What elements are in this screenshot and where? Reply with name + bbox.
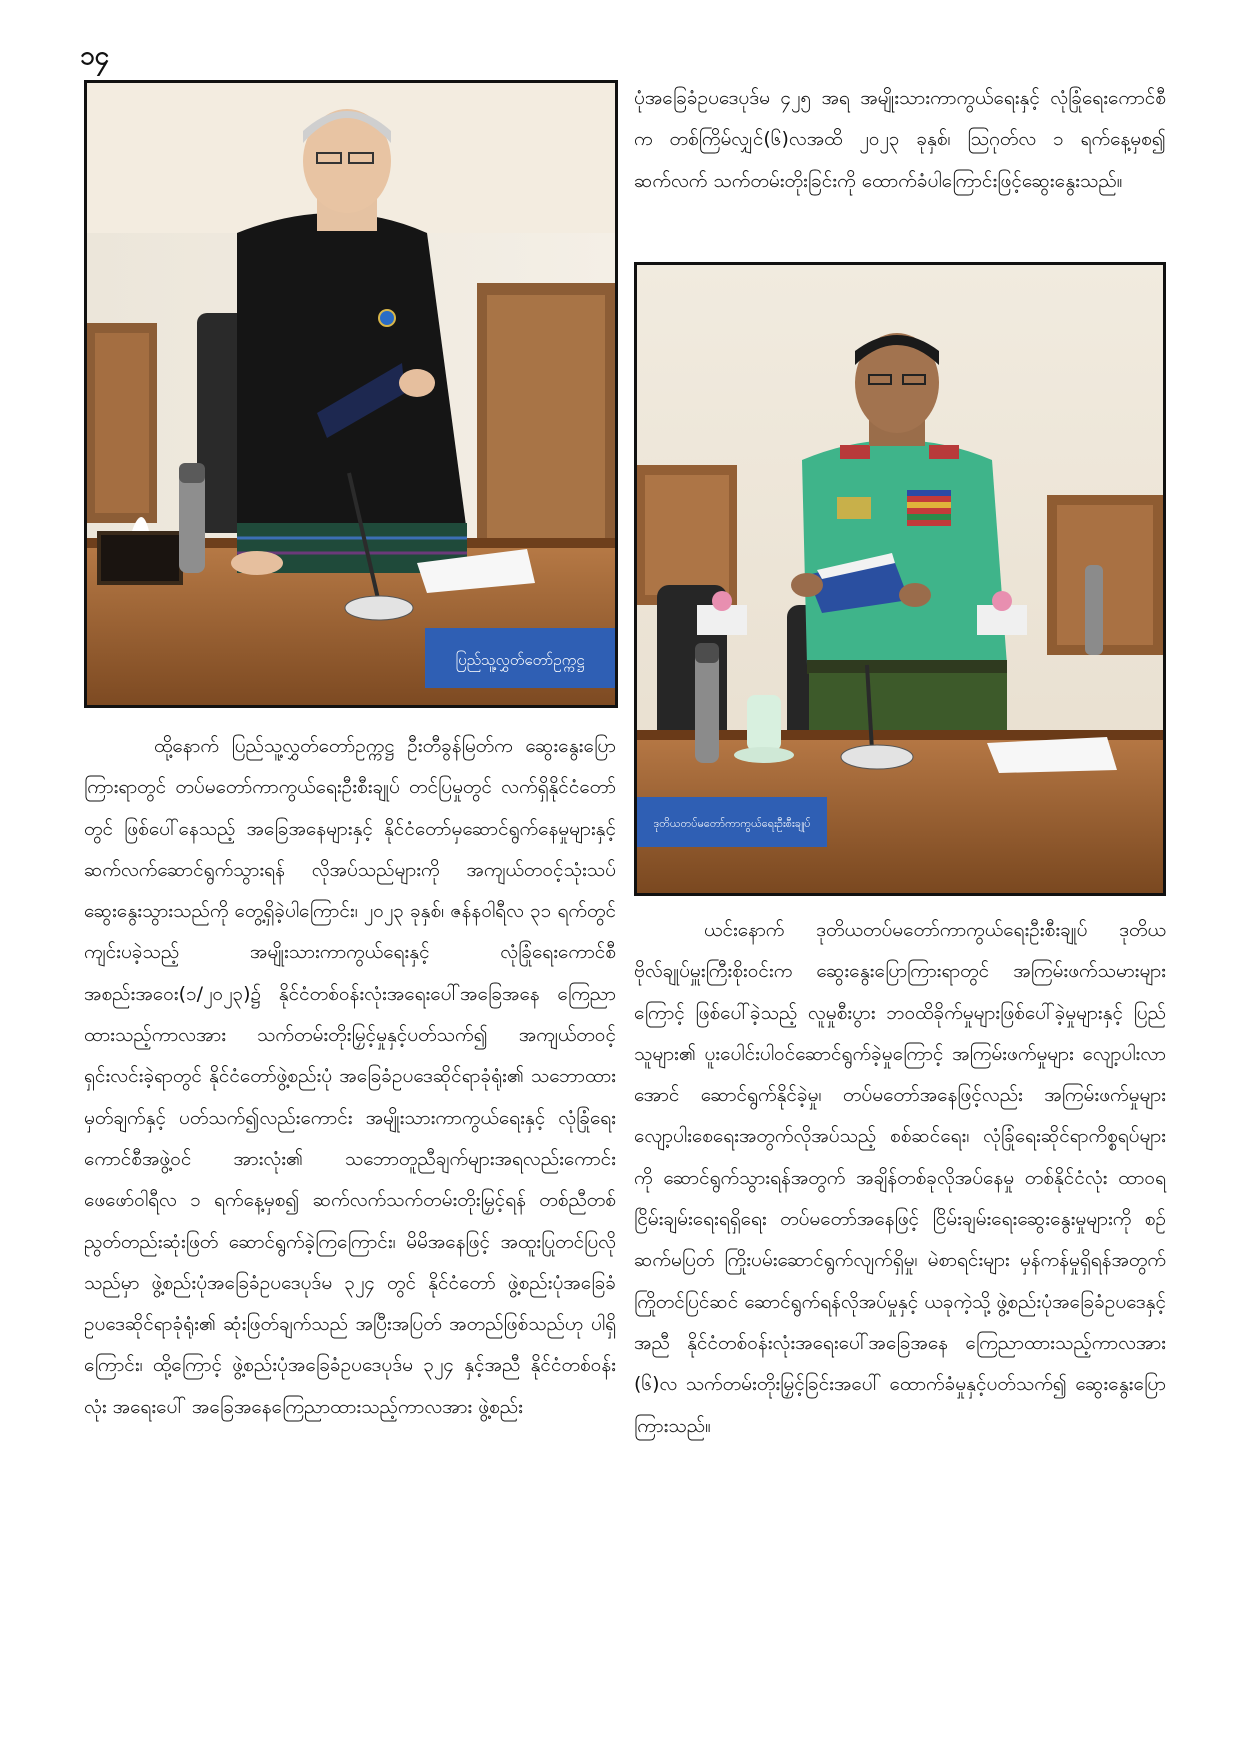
paragraph-left-main: ထို့နောက် ပြည်သူ့လွှတ်တော်ဥက္ကဋ္ဌ ဦးတီခွန်မြတ်က ဆွေးနွေးပြောကြားရာတွင် တပ်မတော်ကာကွယ်ရေးဦးစီးချုပ် တင်ပြမှုတွင် လက်ရှိနိုင်ငံတော်တွင် ဖြစ်ပေါ်နေသည့် အခြေအနေများနှင့် နိုင်ငံတော်မှဆောင်ရွက်နေမှုများနှင့် ဆက်လက်ဆောင်ရွက်သွားရန် လိုအပ်သည်များကို အကျယ်တဝင့်သုံးသပ်ဆွေးနွေးသွားသည်ကို တွေ့ရှိခဲ့ပါကြောင်း၊ ၂၀၂၃ ခုနှစ်၊ ဇန်နဝါရီလ ၃၁ ရက်တွင် ကျင်းပခဲ့သည့် အမျိုးသားကာကွယ်ရေးနှင့် လုံခြုံရေးကောင်စီ အစည်းအဝေး(၁/၂၀၂၃)၌ နိုင်ငံတစ်ဝန်းလုံးအရေးပေါ်အခြေအနေ ကြေညာထားသည့်ကာလအား သက်တမ်းတိုးမြှင့်မှုနှင့်ပတ်သက်၍ အကျယ်တဝင့် ရှင်းလင်းခဲ့ရာတွင် နိုင်ငံတော်ဖွဲ့စည်းပုံ အခြေခံဥပဒေဆိုင်ရာခုံရုံး၏ သဘောထားမှတ်ချက်နှင့် ပတ်သက်၍လည်းကောင်း အမျိုးသားကာကွယ်ရေးနှင့် လုံခြုံရေးကောင်စီအဖွဲ့ဝင် အားလုံး၏ သဘောတူညီချက်များအရလည်းကောင်း ဖေဖော်ဝါရီလ ၁ ရက်နေ့မှစ၍ ဆက်လက်သက်တမ်းတိုးမြှင့်ရန် တစ်ညီတစ်ညွတ်တည်းဆုံးဖြတ် ဆောင်ရွက်ခဲ့ကြကြောင်း၊ မိမိအနေဖြင့် အထူးပြုတင်ပြလိုသည်မှာ ဖွဲ့စည်းပုံအခြေခံဥပဒေပုဒ်မ ၃၂၄ တွင် နိုင်ငံတော် ဖွဲ့စည်းပုံအခြေခံဥပဒေဆိုင်ရာခုံရုံး၏ ဆုံးဖြတ်ချက်သည် အပြီးအပြတ် အတည်ဖြစ်သည်ဟု ပါရှိကြောင်း၊ ထို့ကြောင့် ဖွဲ့စည်းပုံအခြေခံဥပဒေပုဒ်မ ၃၂၄ နှင့်အညီ နိုင်ငံတစ်ဝန်းလုံး အရေးပေါ် အခြေအနေကြေညာထားသည့်ကာလအား ဖွဲ့စည်း <box>84 735 616 1418</box>
speaker-nameplate <box>425 628 615 688</box>
deputy-commander-nameplate <box>637 797 827 847</box>
paragraph-right-bottom: ယင်းနောက် ဒုတိယတပ်မတော်ကာကွယ်ရေးဦးစီးချုပ် ဒုတိယဗိုလ်ချုပ်မှူးကြီးစိုးဝင်းက ဆွေးနွေးပြောကြားရာတွင် အကြမ်းဖက်သမားများကြောင့် ဖြစ်ပေါ်ခဲ့သည့် လူမှုစီးပွား ဘဝထိခိုက်မှုများဖြစ်ပေါ်ခဲ့မှုများနှင့် ပြည်သူများ၏ ပူးပေါင်းပါဝင်ဆောင်ရွက်ခဲ့မှုကြောင့် အကြမ်းဖက်မှုများ လျော့ပါးလာအောင် ဆောင်ရွက်နိုင်ခဲ့မှု၊ တပ်မတော်အနေဖြင့်လည်း အကြမ်းဖက်မှုများ လျော့ပါးစေရေးအတွက်လိုအပ်သည့် စစ်ဆင်ရေး၊ လုံခြုံရေးဆိုင်ရာကိစ္စရပ်များကို ဆောင်ရွက်သွားရန်အတွက် အချိန်တစ်ခုလိုအပ်နေမှု တစ်နိုင်ငံလုံး ထာဝရငြိမ်းချမ်းရေးရရှိရေး တပ်မတော်အနေဖြင့် ငြိမ်းချမ်းရေးဆွေးနွေးမှုများကို စဉ်ဆက်မပြတ် ကြိုးပမ်းဆောင်ရွက်လျက်ရှိမှု၊ မဲစာရင်းများ မှန်ကန်မှုရှိရန်အတွက် ကြိုတင်ပြင်ဆင် ဆောင်ရွက်ရန်လိုအပ်မှုနှင့် ယခုကဲ့သို့ ဖွဲ့စည်းပုံအခြေခံဥပဒေနှင့်အညီ နိုင်ငံတစ်ဝန်းလုံးအရေးပေါ်အခြေအနေ ကြေညာထားသည့်ကာလအား (၆)လ သက်တမ်းတိုးမြှင့်ခြင်းအပေါ် ထောက်ခံမှုနှင့်ပတ်သက်၍ ဆွေးနွေးပြောကြားသည်။ <box>634 919 1166 1437</box>
paragraph-right-top: ပုံအခြေခံဥပဒေပုဒ်မ ၄၂၅ အရ အမျိုးသားကာကွယ်ရေးနှင့် လုံခြုံရေးကောင်စီက တစ်ကြိမ်လျှင်(၆)လအထိ ၂၀၂၃ ခုနှစ်၊ ဩဂုတ်လ ၁ ရက်နေ့မှစ၍ ဆက်လက် သက်တမ်းတိုးခြင်းကို ထောက်ခံပါကြောင်းဖြင့်ဆွေးနွေးသည်။ <box>634 87 1166 192</box>
photo-deputy-commander <box>634 262 1166 896</box>
photo-speaker <box>84 80 618 708</box>
page-number: ၁၄ <box>80 41 110 71</box>
deputy-commander-nameplate-text: ဒုတိယတပ်မတော်ကာကွယ်ရေးဦးစီးချုပ် <box>653 817 811 830</box>
deputy-commander-photo-illustration <box>637 265 1163 893</box>
speaker-nameplate-text: ပြည်သူ့လွှတ်တော်ဥက္ကဋ္ဌ <box>455 651 585 669</box>
speaker-photo-illustration <box>87 83 615 705</box>
